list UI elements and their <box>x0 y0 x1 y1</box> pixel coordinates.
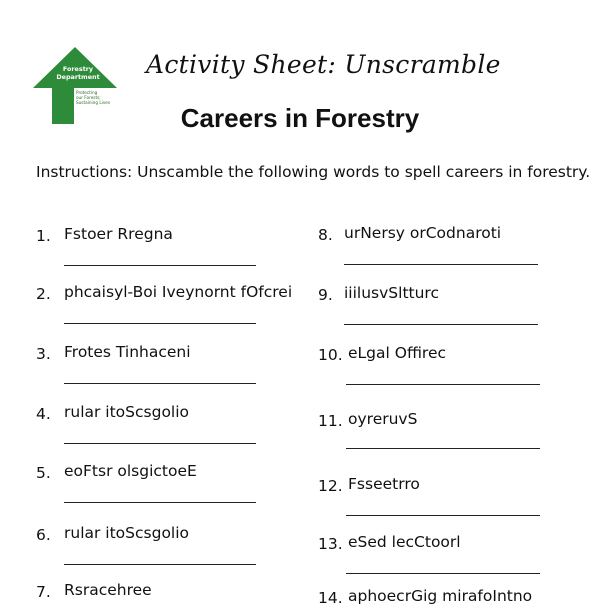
answer-line <box>64 564 256 565</box>
activity-sheet-title: Activity Sheet: Unscramble <box>146 50 501 79</box>
answer-line <box>346 384 540 385</box>
scrambled-word: iiilusvSltturc <box>344 284 439 302</box>
item-number: 1. <box>36 227 51 245</box>
list-item <box>318 533 598 578</box>
page-heading: Careers in Forestry <box>180 103 420 133</box>
answer-line <box>346 573 540 574</box>
scrambled-word: rular itoScsgolio <box>64 524 190 542</box>
item-number: 4. <box>36 405 51 423</box>
scrambled-word: eLgal Offirec <box>348 344 447 362</box>
item-number: 5. <box>36 464 51 482</box>
scrambled-word: phcaisyl-Boi Iveynornt fOfcrei <box>64 283 293 301</box>
item-number: 12. <box>318 477 343 495</box>
item-number: 8. <box>318 226 333 244</box>
scrambled-word: oyreruvS <box>348 410 418 428</box>
list-item <box>318 224 598 269</box>
logo-tagline: Protecting <box>76 90 98 95</box>
item-number: 9. <box>318 286 333 304</box>
item-number: 14. <box>318 589 343 607</box>
list-item <box>318 344 598 389</box>
scrambled-word: Fstoer Rregna <box>64 225 173 243</box>
answer-line <box>64 323 256 324</box>
answer-line <box>64 443 256 444</box>
scrambled-word: eoFtsr olsgictoeE <box>64 462 197 480</box>
answer-line <box>346 515 540 516</box>
logo-text: Department <box>56 73 100 81</box>
item-number: 13. <box>318 535 343 553</box>
scrambled-word: Rsracehree <box>64 581 152 599</box>
scrambled-word: aphoecrGig mirafoIntno <box>348 587 533 605</box>
list-item <box>36 343 296 388</box>
answer-line <box>64 383 256 384</box>
item-number: 6. <box>36 526 51 544</box>
list-item <box>36 581 296 607</box>
logo-tagline: Sustaining Lives <box>76 100 111 105</box>
item-number: 7. <box>36 583 51 601</box>
scrambled-word: Fsseetrro <box>348 475 420 493</box>
list-item <box>36 283 306 328</box>
answer-line <box>344 264 538 265</box>
list-item <box>36 462 296 507</box>
item-number: 10. <box>318 346 343 364</box>
logo-text: Forestry <box>62 65 94 73</box>
logo-tagline: our Forests; <box>76 95 101 100</box>
item-number: 3. <box>36 345 51 363</box>
list-item <box>36 403 296 448</box>
instructions-text: Instructions: Unscamble the following words to spell careers in forestry. <box>36 163 591 181</box>
answer-line <box>346 448 540 449</box>
scrambled-word: eSed lecCtoorl <box>348 533 461 551</box>
item-number: 2. <box>36 285 51 303</box>
list-item <box>36 225 296 270</box>
item-number: 11. <box>318 412 343 430</box>
scrambled-word: rular itoScsgolio <box>64 403 190 421</box>
scrambled-word: Frotes Tinhaceni <box>64 343 191 361</box>
scrambled-word: urNersy orCodnaroti <box>344 224 502 242</box>
answer-line <box>344 324 538 325</box>
list-item <box>318 410 598 455</box>
list-item <box>318 475 598 520</box>
answer-line <box>64 502 256 503</box>
list-item <box>318 587 598 609</box>
list-item <box>318 284 598 329</box>
answer-line <box>64 265 256 266</box>
list-item <box>36 524 296 569</box>
